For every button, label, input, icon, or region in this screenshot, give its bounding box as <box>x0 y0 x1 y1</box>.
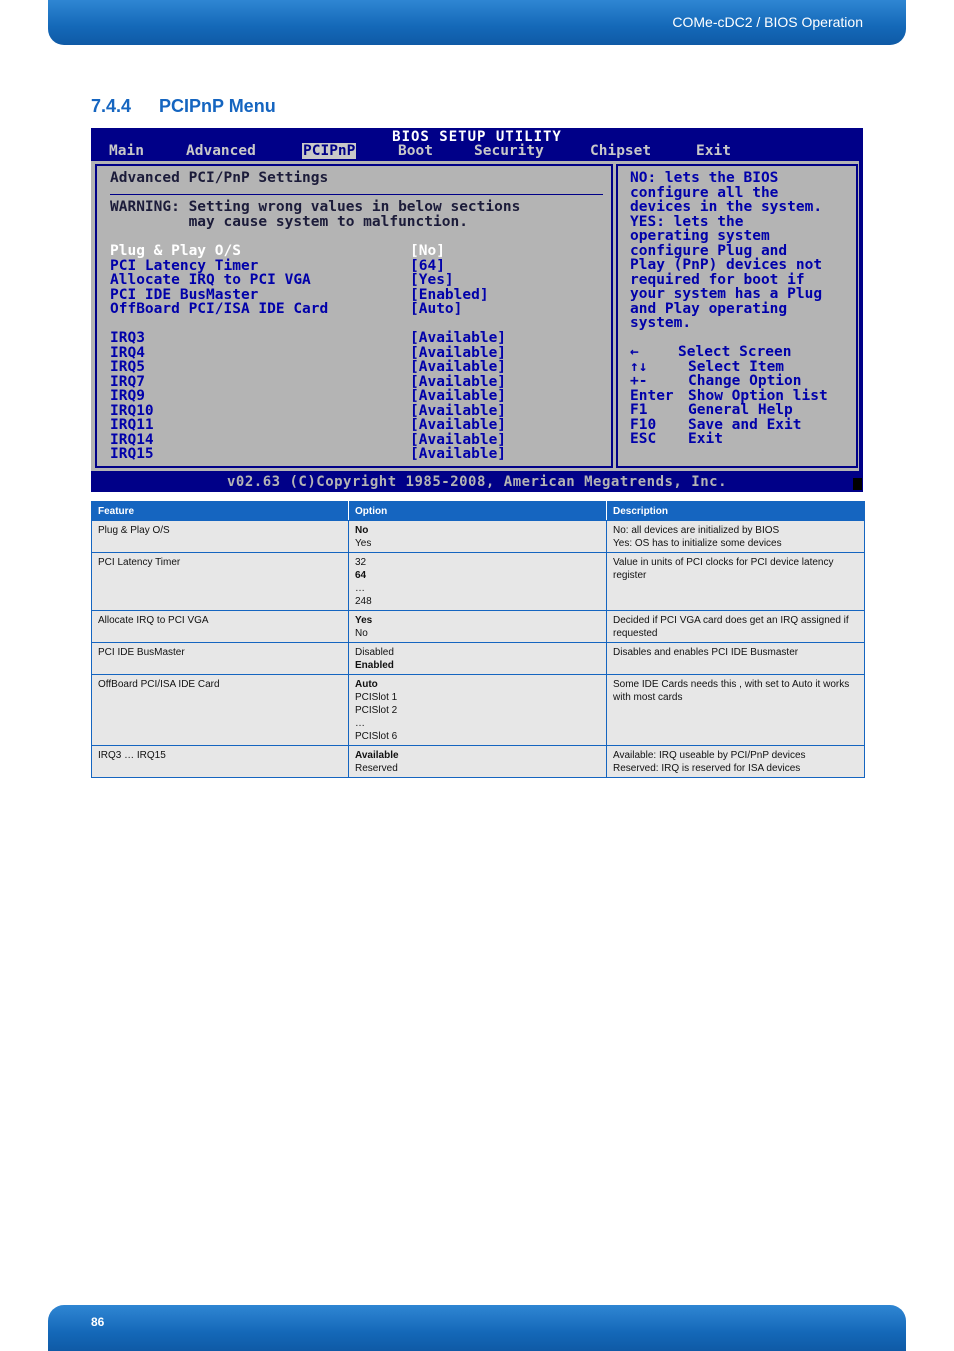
feature-cell: IRQ3 … IRQ15 <box>92 746 349 778</box>
feature-cell: Plug & Play O/S <box>92 521 349 553</box>
bios-screenshot <box>91 128 863 492</box>
bios-warning-line-1: WARNING: Setting wrong values in below sections <box>110 199 521 215</box>
bios-key-action: Save and Exit <box>688 416 802 433</box>
table-row <box>92 553 865 611</box>
bios-options-table <box>91 501 865 778</box>
bios-key-action: Select Item <box>688 358 785 375</box>
option-default: Yes <box>355 615 373 626</box>
footer-band <box>48 1305 906 1351</box>
description-cell <box>607 675 865 746</box>
bios-setting-value[interactable]: [No] <box>410 243 445 259</box>
bios-irq-value[interactable]: [Available] <box>410 344 507 361</box>
header-feature: Feature <box>92 502 349 521</box>
table-row <box>92 746 865 778</box>
bios-irq-label[interactable]: IRQ14 <box>110 431 154 448</box>
bios-cursor <box>853 478 862 490</box>
bios-irq-label[interactable]: IRQ9 <box>110 388 145 404</box>
option-default: No <box>355 525 369 536</box>
bios-separator <box>110 194 603 195</box>
bios-help-line: configure Plug and <box>630 242 788 259</box>
option-value: 248 <box>355 596 372 607</box>
option-value: Yes <box>355 538 372 549</box>
feature-cell: PCI IDE BusMaster <box>92 643 349 675</box>
bios-setting-value[interactable]: [Enabled] <box>410 286 489 303</box>
bios-irq-label[interactable]: IRQ15 <box>110 446 154 462</box>
feature-cell: Allocate IRQ to PCI VGA <box>92 611 349 643</box>
bios-irq-label[interactable]: IRQ10 <box>110 402 154 419</box>
bios-warning-line-2: may cause system to malfunction. <box>110 214 468 230</box>
option-cell <box>349 746 607 778</box>
bios-help-line: Play (PnP) devices not <box>630 257 823 273</box>
description-line: with most cards <box>613 692 683 703</box>
bios-key-action: Select Screen <box>678 344 792 360</box>
bios-irq-label[interactable]: IRQ4 <box>110 344 145 361</box>
section-number: 7.4.4 <box>91 96 132 116</box>
bios-menu-boot[interactable]: Boot <box>398 143 433 159</box>
bios-help-line: devices in the system. <box>630 199 823 215</box>
description-line: requested <box>613 628 658 639</box>
description-line: Yes: OS has to initialize some devices <box>613 538 782 549</box>
option-value: No <box>355 628 368 639</box>
description-line: Value in units of PCI clocks for PCI device latency <box>613 557 834 568</box>
option-default: Available <box>355 750 399 761</box>
bios-irq-value[interactable]: [Available] <box>410 446 507 462</box>
header-option: Option <box>349 502 607 521</box>
bios-setting-value[interactable]: [Auto] <box>410 301 463 317</box>
bios-menu-chipset[interactable]: Chipset <box>590 143 652 159</box>
bios-menu-advanced[interactable]: Advanced <box>186 143 256 159</box>
option-value: PCISlot 2 <box>355 705 398 716</box>
bios-key: ← <box>630 344 639 360</box>
bios-menu-main[interactable]: Main <box>109 143 144 159</box>
bios-key: Enter <box>630 387 674 404</box>
option-cell <box>349 643 607 675</box>
bios-irq-value[interactable]: [Available] <box>410 359 507 375</box>
document-title: COMe-cDC2 / BIOS Operation <box>672 14 863 30</box>
option-cell <box>349 675 607 746</box>
bios-key-action: General Help <box>688 402 793 418</box>
bios-key-action: Change Option <box>688 373 802 389</box>
table-body <box>92 521 865 778</box>
option-default: Auto <box>355 679 378 690</box>
bios-key: +- <box>630 373 648 389</box>
option-default: Enabled <box>355 660 394 671</box>
bios-scrollbar <box>859 161 863 471</box>
table-row <box>92 675 865 746</box>
option-value: … <box>355 583 365 594</box>
option-value: 32 <box>355 557 367 568</box>
bios-irq-label[interactable]: IRQ3 <box>110 330 145 346</box>
bios-help-line: configure all the <box>630 184 779 201</box>
description-cell <box>607 611 865 643</box>
bios-irq-value[interactable]: [Available] <box>410 330 507 346</box>
bios-setting-label[interactable]: OffBoard PCI/ISA IDE Card <box>110 301 329 317</box>
description-line: No: all devices are initialized by BIOS <box>613 525 780 536</box>
bios-irq-value[interactable]: [Available] <box>410 431 507 448</box>
bios-key-action: Exit <box>688 431 723 447</box>
option-cell <box>349 521 607 553</box>
bios-setting-value[interactable]: [64] <box>410 257 445 274</box>
description-cell <box>607 521 865 553</box>
bios-key: ESC <box>630 431 657 447</box>
description-cell <box>607 746 865 778</box>
description-cell <box>607 553 865 611</box>
description-cell <box>607 643 865 675</box>
bios-irq-value[interactable]: [Available] <box>410 417 507 433</box>
bios-setting-label[interactable]: PCI Latency Timer <box>110 257 259 274</box>
bios-setting-label[interactable]: Allocate IRQ to PCI VGA <box>110 272 311 288</box>
bios-panel-title: Advanced PCI/PnP Settings <box>110 170 329 186</box>
bios-irq-value[interactable]: [Available] <box>410 388 507 404</box>
bios-menu-bar <box>91 143 863 159</box>
bios-panel <box>91 161 863 471</box>
description-line: register <box>613 570 647 581</box>
bios-setting-label[interactable]: Plug & Play O/S <box>110 243 241 259</box>
bios-key: ↑↓ <box>630 358 648 375</box>
description-line: Reserved: IRQ is reserved for ISA devices <box>613 763 801 774</box>
bios-settings-pane <box>95 164 613 468</box>
bios-irq-label[interactable]: IRQ7 <box>110 373 145 390</box>
option-value: … <box>355 718 365 729</box>
option-cell <box>349 553 607 611</box>
table-row <box>92 521 865 553</box>
option-value: Reserved <box>355 763 398 774</box>
bios-help-line: system. <box>630 315 692 331</box>
bios-title: BIOS SETUP UTILITY <box>392 129 562 145</box>
table-row <box>92 611 865 643</box>
description-line: Some IDE Cards needs this , with set to Auto it works <box>613 679 850 690</box>
section-title: PCIPnP Menu <box>159 96 276 116</box>
bios-key: F10 <box>630 416 657 433</box>
bios-help-line: required for boot if <box>630 271 805 288</box>
header-band <box>48 0 906 45</box>
table-row <box>92 643 865 675</box>
bios-help-line: and Play operating <box>630 300 788 317</box>
bios-key-action: Show Option list <box>688 387 828 404</box>
option-value: Disabled <box>355 647 394 658</box>
bios-help-line: operating system <box>630 228 770 244</box>
bios-help-line: NO: lets the BIOS <box>630 170 779 186</box>
bios-menu-security[interactable]: Security <box>474 143 544 159</box>
description-line: Decided if PCI VGA card does get an IRQ assigned if <box>613 615 849 626</box>
option-default: 64 <box>355 570 367 581</box>
feature-cell: PCI Latency Timer <box>92 553 349 611</box>
bios-irq-value[interactable]: [Available] <box>410 373 507 390</box>
bios-help-line: YES: lets the <box>630 213 744 230</box>
bios-key: F1 <box>630 402 648 418</box>
feature-cell: OffBoard PCI/ISA IDE Card <box>92 675 349 746</box>
bios-setting-label[interactable]: PCI IDE BusMaster <box>110 286 259 303</box>
bios-setting-value[interactable]: [Yes] <box>410 272 454 288</box>
bios-irq-label[interactable]: IRQ11 <box>110 417 154 433</box>
bios-irq-label[interactable]: IRQ5 <box>110 359 145 375</box>
option-value: PCISlot 6 <box>355 731 398 742</box>
table-header-row <box>92 502 865 521</box>
bios-help-pane <box>616 164 858 468</box>
section-heading <box>91 96 276 117</box>
bios-help-line: your system has a Plug <box>630 286 823 302</box>
page-number: 86 <box>91 1315 105 1329</box>
description-line: Available: IRQ useable by PCI/PnP devices <box>613 750 806 761</box>
option-value: PCISlot 1 <box>355 692 398 703</box>
bios-menu-exit[interactable]: Exit <box>696 143 731 159</box>
header-description: Description <box>607 502 865 521</box>
bios-irq-value[interactable]: [Available] <box>410 402 507 419</box>
bios-menu-pcipnp[interactable]: PCIPnP <box>303 143 356 159</box>
option-cell <box>349 611 607 643</box>
description-line: Disables and enables PCI IDE Busmaster <box>613 647 799 658</box>
bios-copyright: v02.63 (C)Copyright 1985-2008, American Megatrends, Inc. <box>91 473 863 492</box>
